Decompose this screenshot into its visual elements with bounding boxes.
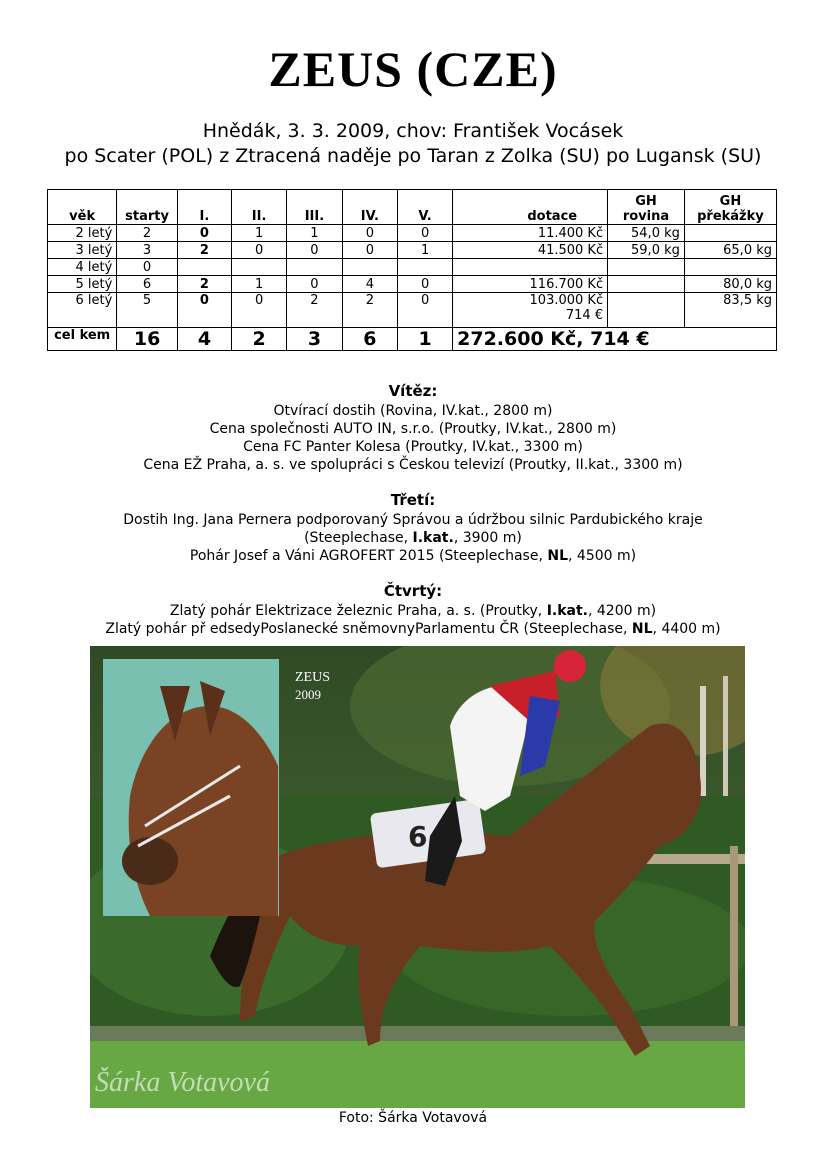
header-prize: dotace [453,190,608,225]
list-item: Dostih Ing. Jana Pernera podporovaný Správou a údržbou silnic Pardubického kraje [123,512,703,528]
fourth-section [0,582,826,638]
photo-label-name: ZEUS [295,670,330,685]
header-first: I. [177,190,231,225]
header-fourth: IV. [342,190,397,225]
header-starts: starty [117,190,178,225]
list-item: Pohár Josef a Váni AGROFERT 2015 (Steeplechase, NL, 4500 m) [189,548,637,564]
list-item: Otvírací dostih (Rovina, IV.kat., 2800 m) [273,403,553,419]
horse-photo [90,646,745,1108]
table-header-row [48,190,777,225]
horse-photo-illustration [90,646,745,1108]
table-total-row: cel kem 16 4 2 3 6 1 272.600 Kč, 714 € [48,328,777,351]
prize-cell: 103.000 Kč 714 € [453,293,608,328]
header-second: II. [232,190,287,225]
header-gh-flat: GH rovina [608,190,685,225]
pedigree: po Scater (POL) z Ztracená naděje po Taran z Zolka (SU) po Lugansk (SU) [64,145,762,167]
header-fifth: V. [398,190,453,225]
fourth-heading: Čtvrtý: [383,582,443,600]
list-item: Zlatý pohár př edsedyPoslanecké sněmovnyParlamentu ČR (Steeplechase, NL, 4400 m) [105,621,721,637]
table-row: 3 letý 3 2 0 0 0 1 41.500 Kč 59,0 kg 65,0 kg [48,242,777,259]
list-item: Cena společnosti AUTO IN, s.r.o. (Proutky, IV.kat., 2800 m) [209,421,617,437]
third-section [0,491,826,565]
list-item: Cena FC Panter Kolesa (Proutky, IV.kat., 3300 m) [243,439,583,455]
third-heading: Třetí: [390,491,436,509]
winner-heading: Vítěz: [388,382,438,400]
table-row: 2 letý 2 0 1 1 0 0 11.400 Kč 54,0 kg [48,225,777,242]
photo-signature: Šárka Votavová [95,1067,270,1098]
photo-caption: Foto: Šárka Votavová [338,1110,488,1126]
table-row: 4 letý 0 [48,259,777,276]
race-record-table [47,189,777,351]
header-gh-jump: GH překážky [684,190,776,225]
photo-label-year: 2009 [295,687,321,702]
horse-details: Hnědák, 3. 3. 2009, chov: František Vocásek [202,120,624,142]
table-row: 5 letý 6 2 1 0 4 0 116.700 Kč 80,0 kg [48,276,777,293]
winner-section [0,382,826,474]
page-title: ZEUS (CZE) [268,41,558,97]
list-item: (Steeplechase, I.kat., 3900 m) [304,530,522,546]
saddle-number: 6 [408,820,428,853]
table-row: 6 letý 5 0 0 2 2 0 103.000 Kč 714 € 83,5 kg [48,293,777,328]
list-item: Zlatý pohár Elektrizace železnic Praha, a. s. (Proutky, I.kat., 4200 m) [169,603,657,619]
header-age: věk [48,190,117,225]
list-item: Cena EŽ Praha, a. s. ve spolupráci s Českou televizí (Proutky, II.kat., 3300 m) [143,457,683,473]
header-third: III. [287,190,342,225]
